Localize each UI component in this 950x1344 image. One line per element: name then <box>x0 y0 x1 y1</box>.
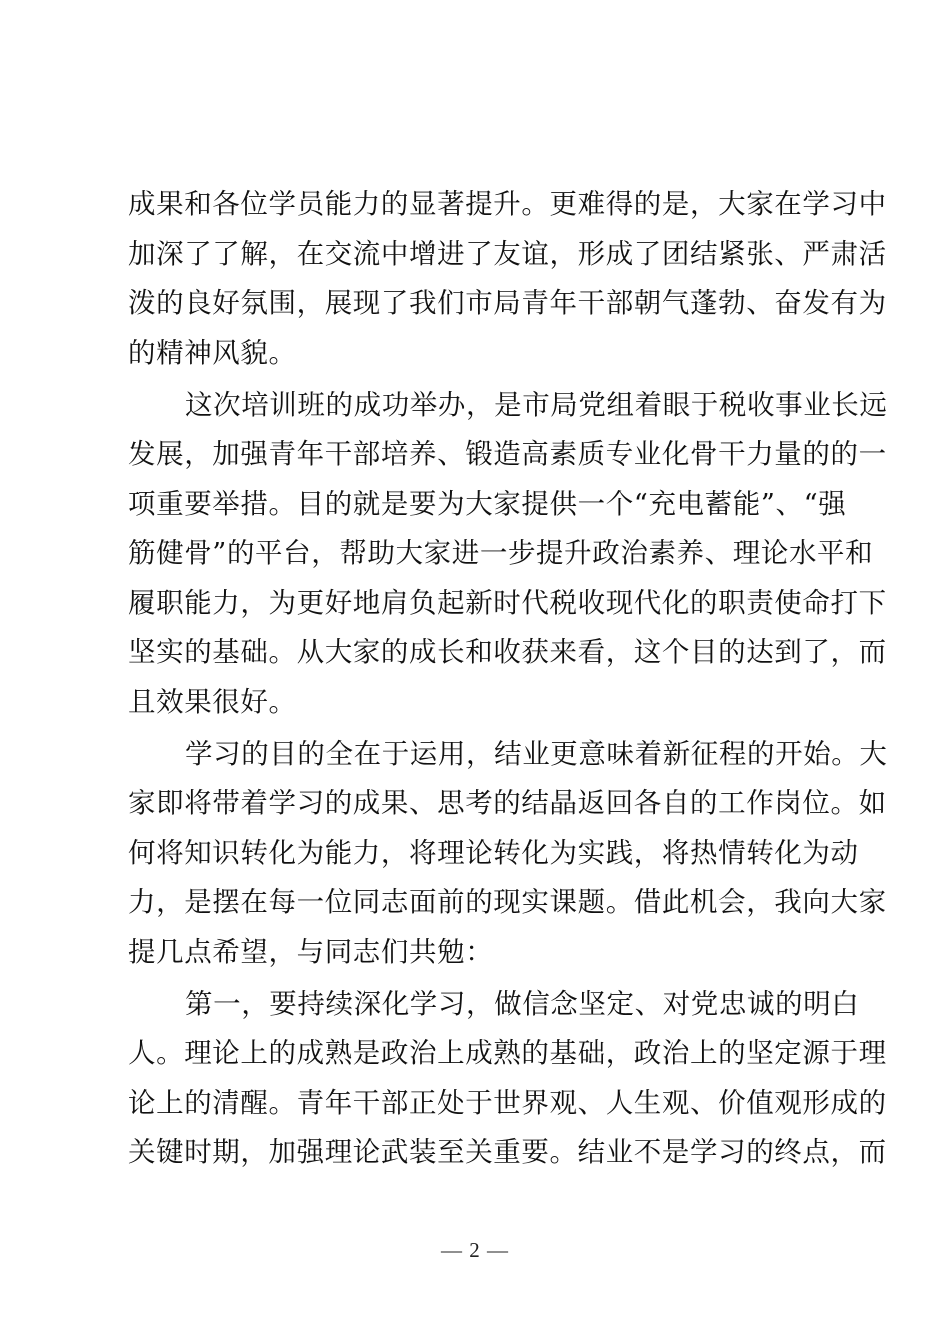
text-line: 论上的清醒。青年干部正处于世界观、人生观、价值观形成的 <box>128 1086 887 1119</box>
text-line: 成果和各位学员能力的显著提升。更难得的是，大家在学习中 <box>128 188 887 220</box>
text-line: 提几点希望，与同志们共勉： <box>128 935 494 968</box>
text-line: 力，是摆在每一位同志面前的现实课题。借此机会，我向大家 <box>128 886 887 918</box>
text-line: 履职能力，为更好地肩负起新时代税收现代化的职责使命打下 <box>128 586 887 619</box>
text-line: 且效果很好。 <box>128 685 297 718</box>
text-line: 筋健骨”的平台，帮助大家进一步提升政治素养、理论水平和 <box>128 537 874 569</box>
text-line: 加深了了解，在交流中增进了友谊，形成了团结紧张、严肃活 <box>128 237 887 270</box>
text-line: 第一，要持续深化学习，做信念坚定、对党忠诚的明白 <box>185 987 860 1020</box>
text-line: 坚实的基础。从大家的成长和收获来看，这个目的达到了，而 <box>128 636 887 668</box>
text-line: 这次培训班的成功举办，是市局党组着眼于税收事业长远 <box>185 388 888 421</box>
text-line: 家即将带着学习的成果、思考的结晶返回各自的工作岗位。如 <box>128 787 887 819</box>
text-line: 关键时期，加强理论武装至关重要。结业不是学习的终点，而 <box>128 1136 887 1168</box>
paragraph-1 <box>128 180 887 378</box>
text-line: 泼的良好氛围，展现了我们市局青年干部朝气蓬勃、奋发有为 <box>128 287 887 319</box>
text-line: 人。理论上的成熟是政治上成熟的基础，政治上的坚定源于理 <box>128 1037 887 1069</box>
text-line: 学习的目的全在于运用，结业更意味着新征程的开始。大 <box>185 737 888 770</box>
paragraph-4 <box>128 980 887 1178</box>
text-line: 的精神风貌。 <box>128 336 297 369</box>
paragraph-3 <box>128 730 888 978</box>
paragraph-2 <box>128 381 888 728</box>
text-line: 发展，加强青年干部培养、锻造高素质专业化骨干力量的的一 <box>128 438 887 470</box>
text-line: 何将知识转化为能力，将理论转化为实践，将热情转化为动 <box>128 836 859 869</box>
text-line: 项重要举措。目的就是要为大家提供一个“充电蓄能”、“强 <box>128 487 847 520</box>
page-number: — 2 — <box>441 1238 509 1262</box>
document-body <box>128 180 888 1180</box>
